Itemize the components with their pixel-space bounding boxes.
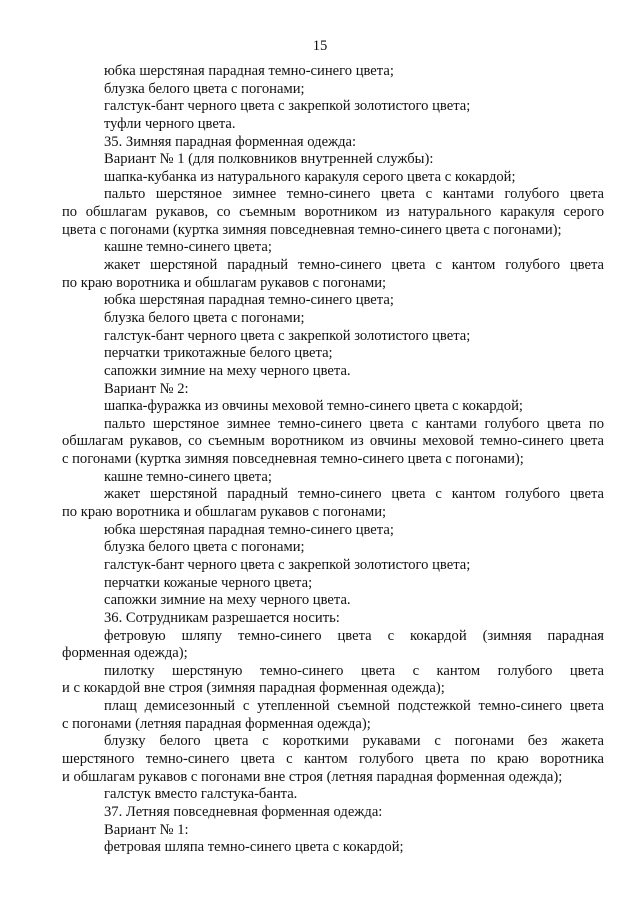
text-line: фетровая шляпа темно-синего цвета с кокардой; [104,839,404,856]
text-line: юбка шерстяная парадная темно-синего цвета; [104,521,394,538]
text-line: Вариант № 1: [104,821,189,838]
text-line: перчатки кожаные черного цвета; [104,574,313,591]
text-line: по краю воротника и обшлагам рукавов с погонами; [62,504,387,521]
document-body [62,63,604,857]
text-line: с погонами (летняя парадная форменная одежда); [62,715,371,732]
text-line: юбка шерстяная парадная темно-синего цвета; [104,292,394,309]
text-line: галстук-бант черного цвета с закрепкой золотистого цвета; [104,327,471,344]
text-line: пальто шерстяное зимнее темно-синего цвета с кантами голубого цвета [104,186,604,203]
text-line: жакет шерстяной парадный темно-синего цвета с кантом голубого цвета [104,257,604,274]
text-line: кашне темно-синего цвета; [104,239,272,256]
text-line: форменная одежда); [62,645,188,662]
text-line: с погонами (куртка зимняя повседневная темно-синего цвета с погонами); [62,451,524,468]
text-line: галстук-бант черного цвета с закрепкой золотистого цвета; [104,556,471,573]
text-line: по обшлагам рукавов, со съемным воротником из натурального каракуля серого [62,204,604,221]
text-line: жакет шерстяной парадный темно-синего цвета с кантом голубого цвета [104,486,604,503]
text-line: сапожки зимние на меху черного цвета. [104,362,351,379]
text-line: блузка белого цвета с погонами; [104,539,305,556]
text-line: галстук вместо галстука-банта. [104,786,298,803]
text-line: пилотку шерстяную темно-синего цвета с кантом голубого цвета [104,662,604,679]
text-line: сапожки зимние на меху черного цвета. [104,592,351,609]
text-line: шапка-кубанка из натурального каракуля серого цвета с кокардой; [104,168,516,185]
text-line: блузку белого цвета с короткими рукавами с погонами без жакета [104,733,604,750]
text-line: Вариант № 2: [104,380,189,397]
text-line: обшлагам рукавов, со съемным воротником из овчины меховой темно-синего цвета [62,433,604,450]
text-line: Вариант № 1 (для полковников внутренней службы): [104,151,434,168]
text-line: 35. Зимняя парадная форменная одежда: [104,133,357,150]
text-line: плащ демисезонный с утепленной съемной подстежкой темно-синего цвета [104,698,604,715]
text-line: фетровую шляпу темно-синего цвета с кокардой (зимняя парадная [104,627,604,644]
text-line: блузка белого цвета с погонами; [104,80,305,97]
text-line: и с кокардой вне строя (зимняя парадная форменная одежда); [62,680,445,697]
text-line: пальто шерстяное зимнее темно-синего цвета с кантами голубого цвета по [104,415,604,432]
text-line: шапка-фуражка из овчины меховой темно-синего цвета с кокардой; [104,398,523,415]
text-line: юбка шерстяная парадная темно-синего цвета; [104,63,394,79]
page-number: 15 [312,38,328,54]
text-line: галстук-бант черного цвета с закрепкой золотистого цвета; [104,98,471,115]
text-line: 36. Сотрудникам разрешается носить: [104,609,340,626]
text-line: и обшлагам рукавов с погонами вне строя (летняя парадная форменная одежда); [62,768,563,785]
text-line: шерстяного темно-синего цвета с кантом голубого цвета по краю воротника [62,750,604,767]
text-line: перчатки трикотажные белого цвета; [104,345,333,362]
text-line: туфли черного цвета. [104,115,236,132]
text-line: 37. Летняя повседневная форменная одежда: [104,803,383,820]
text-line: по краю воротника и обшлагам рукавов с погонами; [62,274,387,291]
text-line: кашне темно-синего цвета; [104,468,272,485]
text-line: цвета с погонами (куртка зимняя повседневная темно-синего цвета с погонами); [62,221,562,238]
text-line: блузка белого цвета с погонами; [104,309,305,326]
